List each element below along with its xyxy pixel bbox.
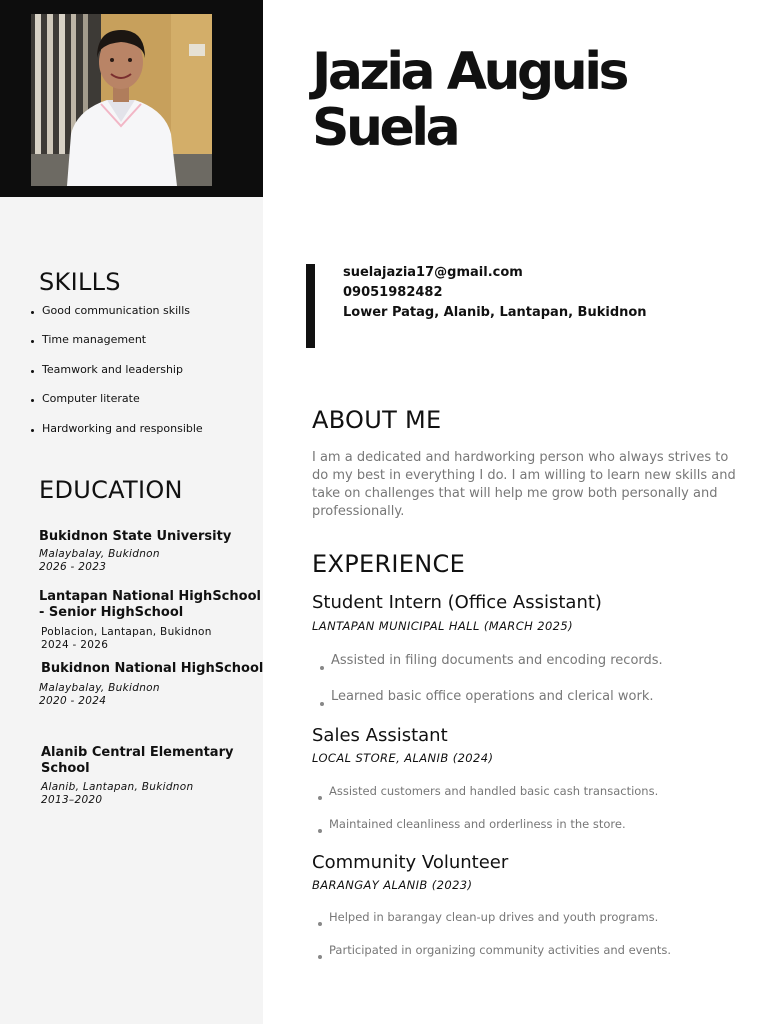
- contact-phone: 09051982482: [343, 285, 443, 300]
- education-heading: EDUCATION: [39, 476, 183, 504]
- job-organization: LOCAL STORE, ALANIB (2024): [312, 751, 494, 765]
- profile-photo: [31, 14, 212, 186]
- education-school: Alanib Central Elementary School: [41, 745, 234, 776]
- experience-heading: EXPERIENCE: [312, 550, 466, 578]
- name-line-1: Jazia Auguis: [312, 42, 627, 102]
- about-heading: ABOUT ME: [312, 406, 442, 434]
- photo-header: [0, 0, 263, 197]
- contact-address: Lower Patag, Alanib, Lantapan, Bukidnon: [343, 305, 647, 320]
- education-item: [39, 589, 267, 652]
- education-item: [39, 529, 264, 574]
- education-item: [39, 745, 239, 807]
- education-school: Bukidnon National HighSchool: [41, 661, 264, 676]
- job-bullets: [316, 907, 671, 973]
- skill-item: Hardworking and responsible: [30, 421, 203, 450]
- job-title: Sales Assistant: [312, 725, 448, 746]
- job-bullets: [316, 781, 658, 847]
- name-line-2: Suela: [312, 98, 458, 158]
- skill-item: Teamwork and leadership: [30, 362, 203, 391]
- contact-accent-bar: [306, 264, 315, 348]
- job-bullet: Learned basic office operations and clerical work.: [318, 686, 663, 722]
- about-text: I am a dedicated and hardworking person who always strives to do my best in everything I do. I am willing to learn new skills and take on challenges that will help me grow both personally and professionally.: [312, 450, 736, 519]
- education-place: Malaybalay, Bukidnon: [39, 548, 160, 560]
- education-years: 2020 - 2024: [39, 695, 107, 707]
- skills-heading: SKILLS: [39, 268, 121, 296]
- job-title: Community Volunteer: [312, 852, 509, 873]
- job-bullet: Assisted customers and handled basic cash transactions.: [316, 781, 658, 814]
- education-item: [39, 661, 264, 708]
- skill-item: Good communication skills: [30, 303, 203, 332]
- education-years: 2026 - 2023: [39, 561, 107, 573]
- job-organization: BARANGAY ALANIB (2023): [312, 878, 473, 892]
- job-bullet: Participated in organizing community activities and events.: [316, 940, 671, 973]
- job-bullet: Helped in barangay clean-up drives and youth programs.: [316, 907, 671, 940]
- education-school: Lantapan National HighSchool - Senior HighSchool: [39, 589, 261, 620]
- education-place: Poblacion, Lantapan, Bukidnon: [41, 626, 212, 638]
- job-bullet: Assisted in filing documents and encoding records.: [318, 650, 663, 686]
- skill-item: Computer literate: [30, 391, 203, 420]
- full-name: [312, 44, 742, 156]
- job-bullets: [318, 650, 663, 722]
- skills-list: [30, 303, 203, 450]
- education-years: 2024 - 2026: [41, 639, 109, 651]
- education-years: 2013–2020: [41, 794, 103, 806]
- education-school: Bukidnon State University: [39, 529, 232, 544]
- education-place: Alanib, Lantapan, Bukidnon: [41, 781, 194, 793]
- education-place: Malaybalay, Bukidnon: [39, 682, 160, 694]
- contact-email[interactable]: suelajazia17@gmail.com: [343, 265, 523, 280]
- contact-block: [343, 263, 743, 323]
- job-bullet: Maintained cleanliness and orderliness in the store.: [316, 814, 658, 847]
- job-organization: LANTAPAN MUNICIPAL HALL (MARCH 2025): [312, 619, 573, 633]
- job-title: Student Intern (Office Assistant): [312, 592, 602, 613]
- skill-item: Time management: [30, 332, 203, 361]
